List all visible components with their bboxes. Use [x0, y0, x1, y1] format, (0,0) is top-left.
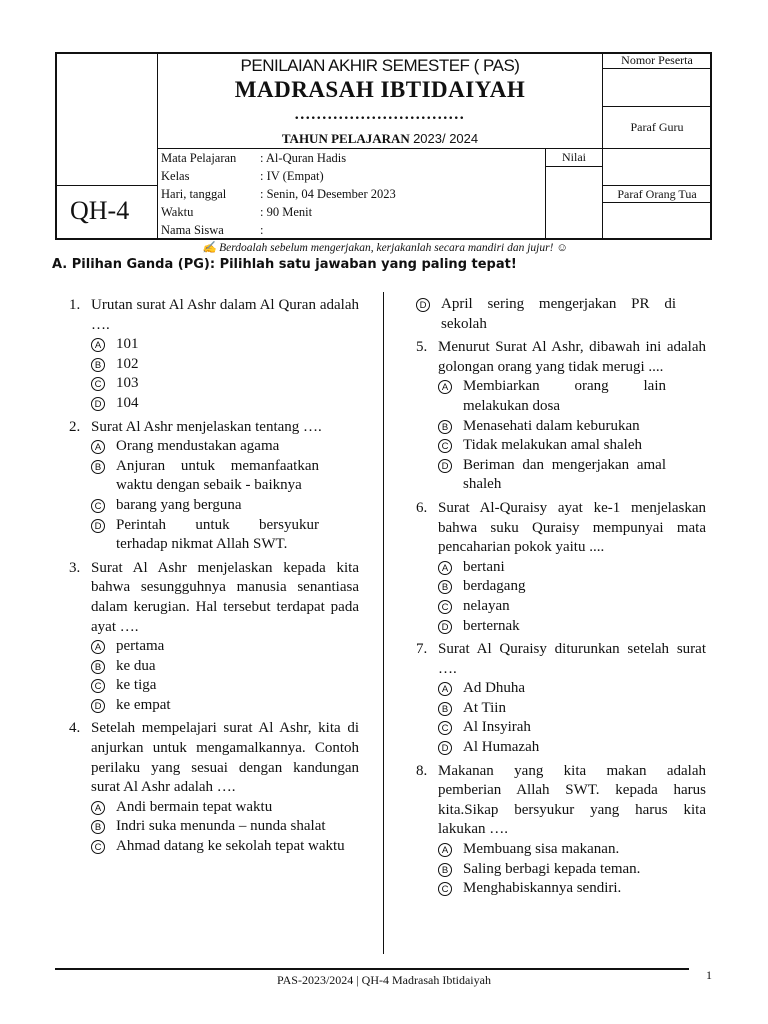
- question-7: [416, 640, 706, 758]
- academic-year-label: TAHUN PELAJARAN: [281, 131, 410, 146]
- question-1: [69, 296, 359, 414]
- option-text: Ahmad datang ke sekolah tepat waktu: [116, 838, 345, 855]
- question-text: Surat Al-Quraisy ayat ke-1 menjelaskan bahwa suku Quraisy mempunyai mata pencaharian pokok yaitu ....: [438, 499, 706, 556]
- option-d[interactable]: [91, 696, 359, 716]
- option-letter: B: [91, 460, 105, 474]
- option-letter: B: [438, 420, 452, 434]
- option-text: April sering mengerjakan PR di sekolah: [441, 296, 676, 332]
- question-number: 4.: [69, 720, 81, 737]
- question-4-continued: [416, 295, 706, 334]
- option-letter: D: [438, 459, 452, 473]
- school-title: MADRASAH IBTIDAIYAH: [234, 77, 526, 102]
- column-divider: [383, 292, 384, 954]
- option-b[interactable]: [91, 457, 359, 496]
- option-d[interactable]: [91, 516, 359, 555]
- option-letter: B: [91, 660, 105, 674]
- question-number: 3.: [69, 559, 81, 576]
- divider: [602, 68, 712, 69]
- option-c[interactable]: [91, 837, 359, 857]
- option-d[interactable]: [438, 738, 706, 758]
- option-text: Ad Dhuha: [463, 680, 526, 697]
- info-value: : IV (Empat): [260, 169, 324, 183]
- divider: [602, 52, 603, 240]
- question-number: 2.: [69, 418, 81, 435]
- info-label: Waktu: [161, 205, 194, 219]
- option-letter: A: [91, 338, 105, 352]
- option-letter: C: [438, 882, 452, 896]
- right-column: [416, 295, 706, 903]
- option-text: Anjuran untuk memanfaatkan waktu dengan sebaik - baiknya: [116, 457, 319, 494]
- divider: [157, 52, 158, 240]
- option-b[interactable]: [91, 817, 359, 837]
- dotted-line: ...............................: [294, 106, 466, 123]
- option-c[interactable]: [438, 879, 706, 899]
- question-4: [69, 719, 359, 856]
- question-number: 1.: [69, 297, 81, 313]
- exam-title: PENILAIAN AKHIR SEMESTEF ( PAS): [240, 56, 520, 75]
- option-b[interactable]: [438, 860, 706, 880]
- option-b[interactable]: [91, 355, 359, 375]
- option-letter: C: [438, 439, 452, 453]
- option-letter: A: [91, 640, 105, 654]
- option-text: Indri suka menunda – nunda shalat: [116, 818, 326, 835]
- option-text: Beriman dan mengerjakan amal shaleh: [463, 456, 666, 493]
- option-text: At Tiin: [463, 699, 506, 716]
- option-d[interactable]: [91, 394, 359, 414]
- question-text: Makanan yang kita makan adalah pemberian Allah SWT. kepada harus kita.Sikap bersyukur yang harus kita lakukan ….: [438, 762, 706, 838]
- question-number: 5.: [416, 339, 428, 356]
- option-letter: C: [91, 499, 105, 513]
- info-value: :: [260, 223, 264, 237]
- option-text: Tidak melakukan amal shaleh: [463, 437, 642, 454]
- option-b[interactable]: [438, 577, 706, 597]
- question-text: Surat Al Ashr menjelaskan tentang ….: [91, 418, 322, 435]
- option-letter: C: [438, 600, 452, 614]
- option-d[interactable]: [438, 456, 706, 495]
- option-text: Membiarkan orang lain melakukan dosa: [463, 378, 666, 414]
- option-letter: C: [91, 377, 105, 391]
- academic-year-value: 2023/ 2024: [413, 131, 479, 146]
- option-letter: C: [91, 840, 105, 854]
- footer-rule: [55, 968, 689, 970]
- question-text: Urutan surat Al Ashr dalam Al Quran adalah ….: [91, 297, 359, 333]
- option-text: 101: [116, 336, 139, 353]
- option-text: pertama: [116, 638, 165, 655]
- option-a[interactable]: [91, 335, 359, 355]
- option-letter: A: [438, 682, 452, 696]
- option-b[interactable]: [438, 699, 706, 719]
- option-text: bertani: [463, 558, 505, 575]
- paraf-guru-label: Paraf Guru: [630, 120, 684, 134]
- option-c[interactable]: [91, 374, 359, 394]
- option-letter: A: [91, 440, 105, 454]
- info-value: : 90 Menit: [260, 205, 313, 219]
- option-letter: B: [91, 358, 105, 372]
- motto: ✍ Berdoalah sebelum mengerjakan, kerjakanlah secara mandiri dan jujur! ☺: [201, 242, 569, 254]
- option-text: berternak: [463, 617, 520, 634]
- option-c[interactable]: [438, 597, 706, 617]
- divider: [545, 166, 603, 167]
- left-column: [69, 296, 359, 861]
- paraf-ortu-label: Paraf Orang Tua: [617, 187, 697, 201]
- option-a[interactable]: [438, 840, 706, 860]
- info-label: Mata Pelajaran: [161, 151, 237, 165]
- option-letter: B: [438, 702, 452, 716]
- option-text: 104: [116, 394, 139, 411]
- question-2: [69, 418, 359, 555]
- question-3: [69, 559, 359, 716]
- option-c[interactable]: [91, 676, 359, 696]
- option-letter: C: [91, 679, 105, 693]
- divider: [602, 185, 712, 186]
- nomor-peserta-label: Nomor Peserta: [621, 53, 693, 67]
- option-letter: A: [91, 801, 105, 815]
- option-letter: A: [438, 380, 452, 394]
- option-b[interactable]: [438, 417, 706, 437]
- question-text: Surat Al Quraisy diturunkan setelah surat ….: [438, 641, 706, 677]
- option-text: Perintah untuk bersyukur terhadap nikmat Allah SWT.: [116, 516, 319, 553]
- divider: [602, 202, 712, 203]
- option-b[interactable]: [91, 657, 359, 677]
- option-d[interactable]: [438, 617, 706, 637]
- option-text: nelayan: [463, 597, 510, 614]
- option-text: Menasehati dalam keburukan: [463, 417, 640, 434]
- option-text: 103: [116, 375, 139, 392]
- question-5: [416, 338, 706, 495]
- option-letter: C: [438, 721, 452, 735]
- option-letter: D: [438, 620, 452, 634]
- divider: [602, 106, 712, 107]
- option-letter: D: [91, 397, 105, 411]
- option-letter: D: [91, 519, 105, 533]
- option-a[interactable]: [91, 637, 359, 657]
- nilai-label: Nilai: [562, 150, 586, 164]
- option-letter: A: [438, 561, 452, 575]
- question-6: [416, 499, 706, 636]
- question-number: 7.: [416, 641, 428, 658]
- option-text: berdagang: [463, 578, 526, 595]
- option-c[interactable]: [438, 718, 706, 738]
- option-text: barang yang berguna: [116, 496, 242, 513]
- option-text: 102: [116, 355, 139, 372]
- option-text: Saling berbagi kepada teman.: [463, 860, 641, 877]
- info-value: : Al-Quran Hadis: [260, 151, 347, 165]
- option-a[interactable]: [438, 679, 706, 699]
- option-text: Al Insyirah: [463, 719, 531, 736]
- exam-code: QH-4: [70, 196, 130, 225]
- page-number: 1: [706, 968, 712, 982]
- option-text: Al Humazah: [463, 739, 540, 756]
- question-number: 6.: [416, 499, 428, 516]
- option-c[interactable]: [438, 436, 706, 456]
- option-a[interactable]: [438, 558, 706, 578]
- question-text: Menurut Surat Al Ashr, dibawah ini adalah golongan orang yang tidak merugi ....: [438, 339, 706, 375]
- option-c[interactable]: [91, 496, 359, 516]
- question-text: Setelah mempelajari surat Al Ashr, kita di anjurkan untuk mengamalkannya. Contoh perilaku yang sesuai dengan kandungan surat Al Ashr adalah ….: [91, 720, 359, 796]
- divider: [602, 148, 712, 149]
- option-letter: B: [91, 820, 105, 834]
- academic-year: [160, 131, 600, 147]
- option-text: Menghabiskannya sendiri.: [463, 880, 622, 897]
- option-text: Andi bermain tepat waktu: [116, 798, 273, 815]
- section-heading: A. Pilihan Ganda (PG): Pilihlah satu jawaban yang paling tepat!: [52, 257, 517, 272]
- option-letter: D: [416, 298, 430, 312]
- option-letter: B: [438, 580, 452, 594]
- question-text: Surat Al Ashr menjelaskan kepada kita bahwa sesungguhnya manusia senantiasa dalam kerugian. Hal tersebut terdapat pada ayat ….: [91, 559, 359, 635]
- option-text: Membuang sisa makanan.: [463, 841, 620, 858]
- info-label: Hari, tanggal: [161, 187, 227, 201]
- option-a[interactable]: [91, 437, 359, 457]
- footer-text: PAS-2023/2024 | QH-4 Madrasah Ibtidaiyah: [277, 973, 491, 987]
- option-text: ke dua: [116, 657, 156, 674]
- option-a[interactable]: [438, 377, 706, 416]
- question-8: [416, 762, 706, 899]
- option-letter: D: [438, 741, 452, 755]
- option-letter: B: [438, 863, 452, 877]
- option-a[interactable]: [91, 798, 359, 818]
- option-letter: A: [438, 843, 452, 857]
- option-text: ke empat: [116, 696, 171, 713]
- option-letter: D: [91, 699, 105, 713]
- divider: [55, 185, 158, 186]
- question-number: 8.: [416, 762, 428, 779]
- option-d[interactable]: [416, 295, 706, 334]
- option-text: Orang mendustakan agama: [116, 438, 280, 455]
- info-label: Nama Siswa: [161, 223, 224, 237]
- info-value: : Senin, 04 Desember 2023: [260, 187, 396, 201]
- option-text: ke tiga: [116, 677, 157, 694]
- info-label: Kelas: [161, 169, 190, 183]
